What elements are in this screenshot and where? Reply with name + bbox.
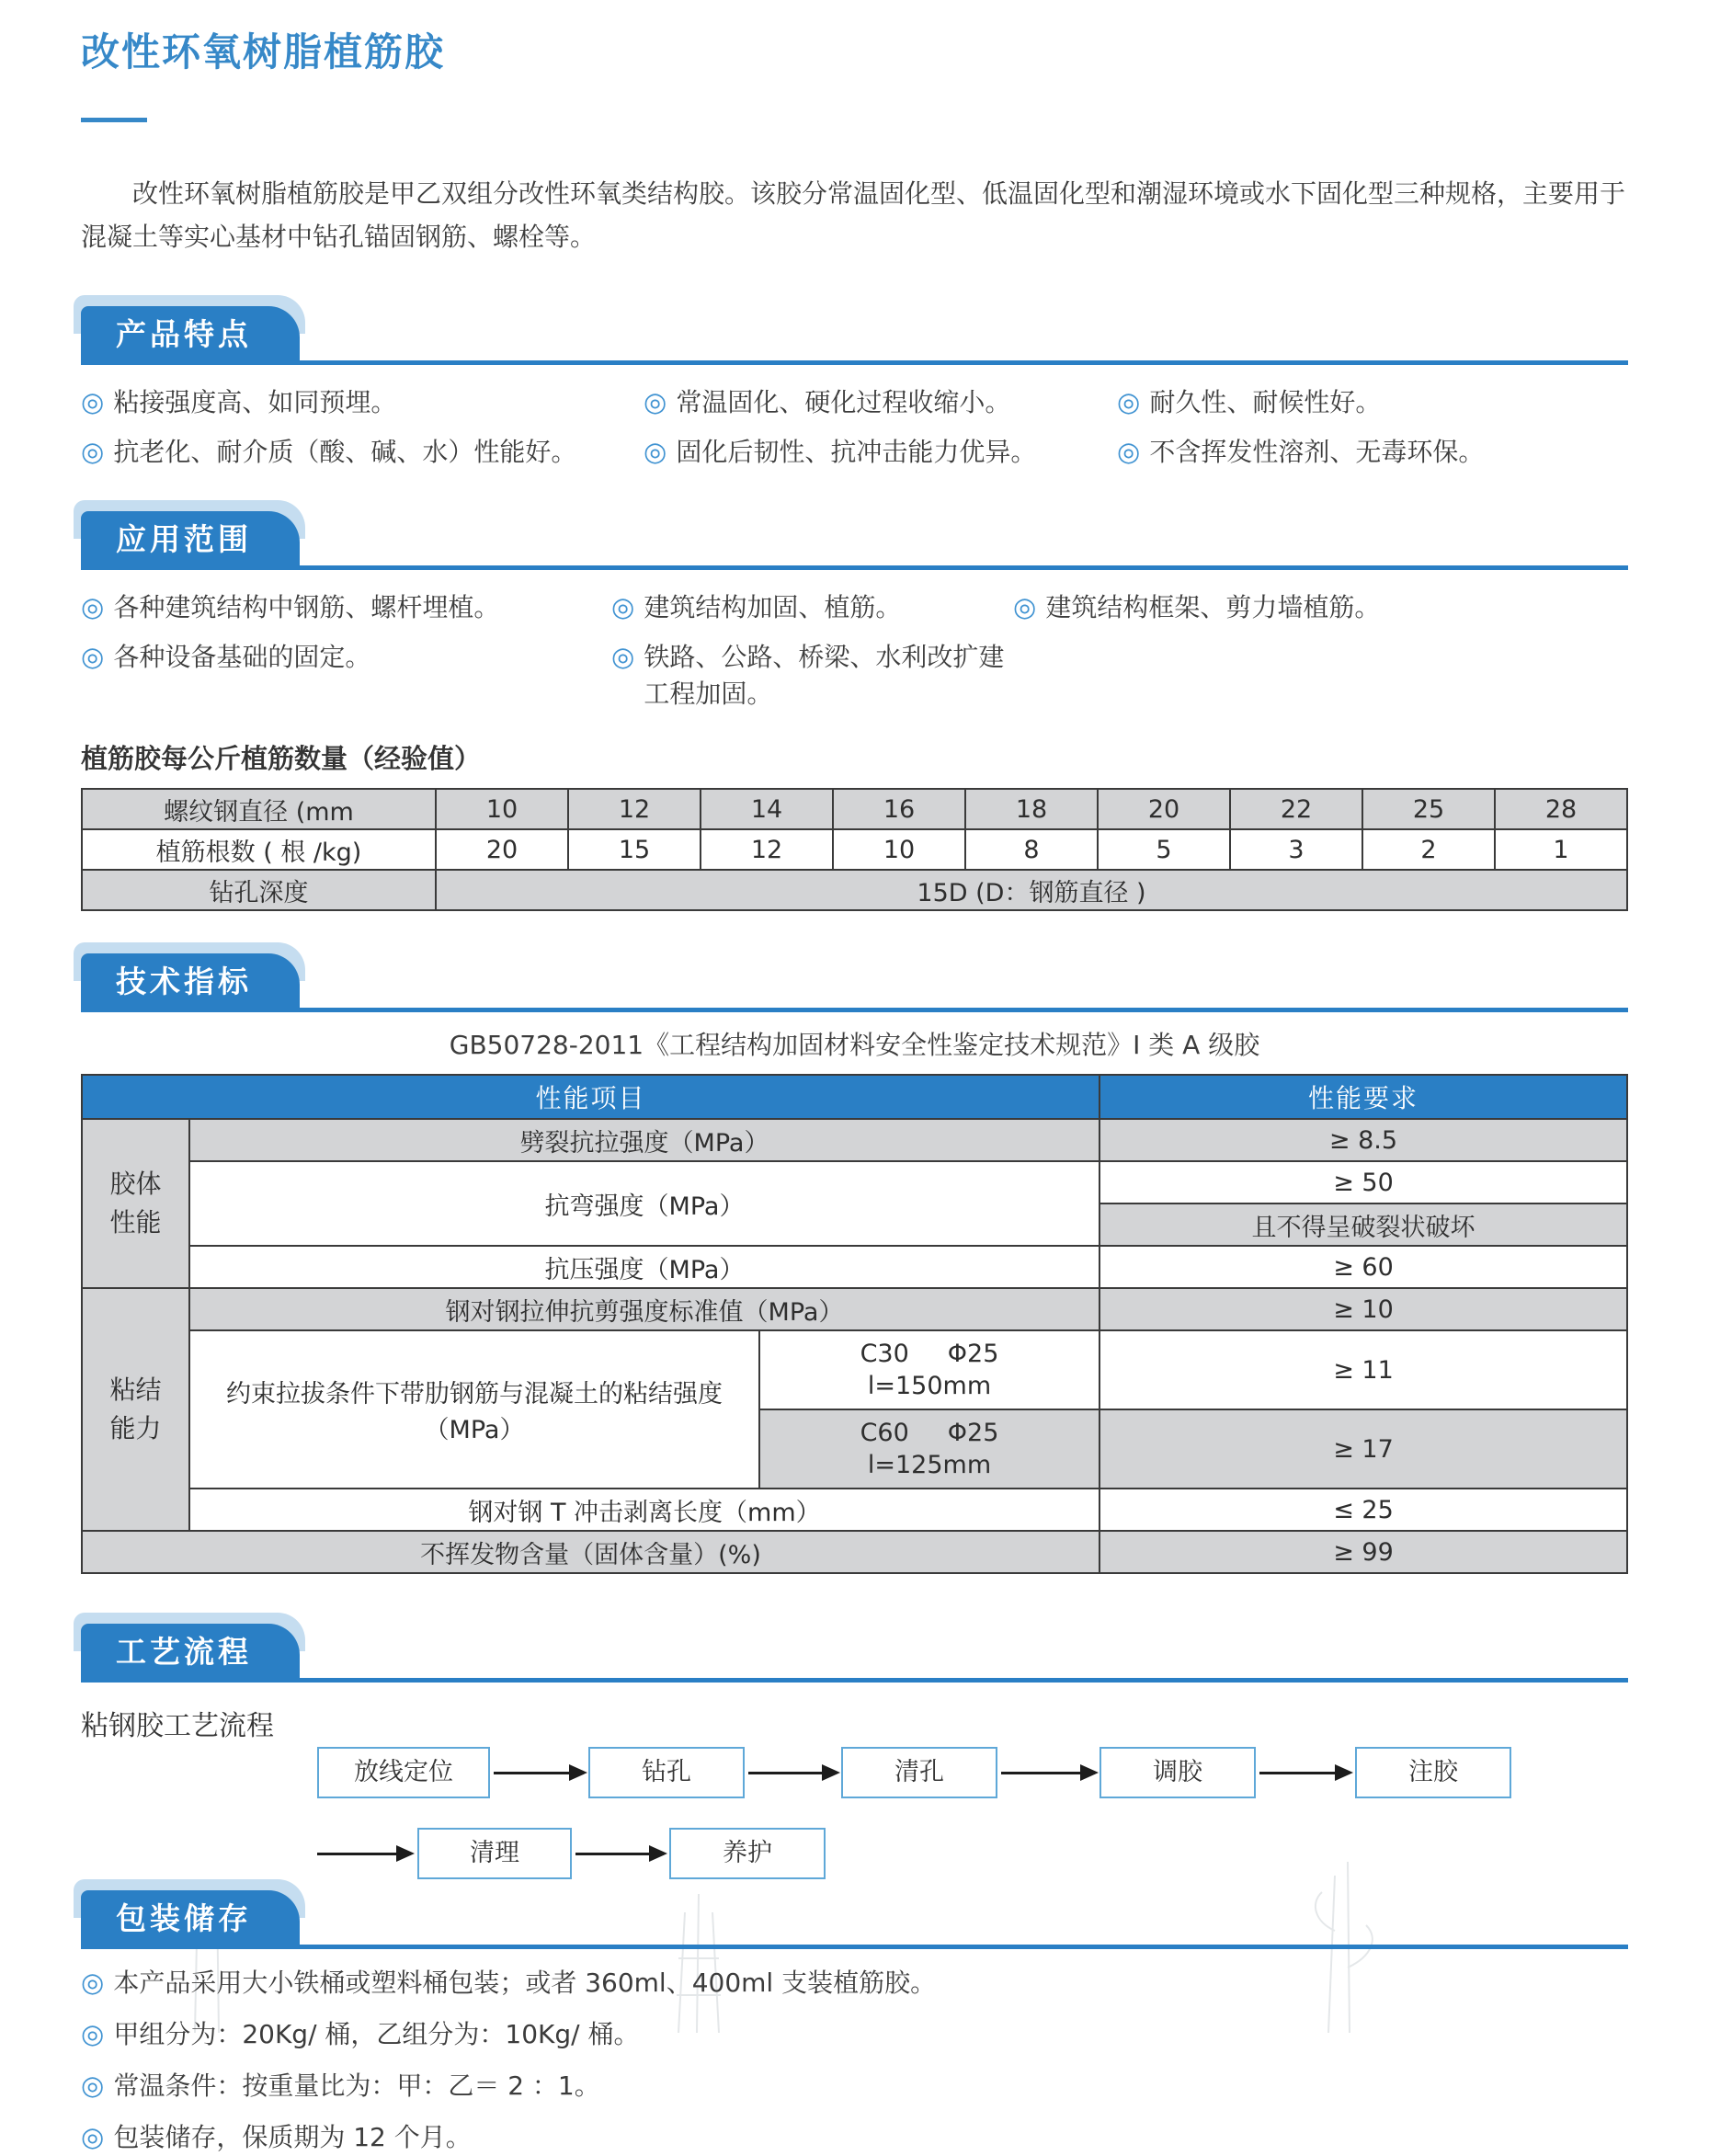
req-cell: ≥ 8.5 [1099,1119,1627,1161]
process-flowchart [81,1747,1628,1887]
flow-step: 注胶 [1355,1747,1511,1798]
dosage-table-title: 植筋胶每公斤植筋数量（经验值） [81,743,482,774]
standard-reference: GB50728-2011《工程结构加固材料安全性鉴定技术规范》I 类 A 级胶 [449,1030,1260,1060]
list-item-text: 各种建筑结构中钢筋、螺杆埋植。 [113,592,500,622]
list-item-text: 常温固化、硬化过程收缩小。 [676,387,1011,417]
table-row [82,1246,1627,1288]
flow-arrow [494,1772,584,1774]
section-header-process [81,1624,1628,1683]
list-item [644,383,1117,421]
cell: 15 [568,829,701,870]
column-header: 性能项目 [82,1075,1099,1119]
group-label-line: 胶体 [109,1169,162,1199]
condition-line: C30 Φ25 [860,1340,999,1368]
features-heading: 产品特点 [81,306,300,365]
condition-cell [759,1409,1099,1489]
flow-step: 养护 [669,1828,826,1879]
list-item-text: 建筑结构框架、剪力墙植筋。 [1045,592,1381,622]
section-header-applications [81,511,1628,570]
group-label-line: 能力 [109,1413,162,1443]
applications-heading: 应用范围 [81,511,300,570]
cell: 8 [965,829,1098,870]
bullseye-bullet-icon: ◎ [81,591,105,622]
list-item [81,588,611,626]
list-item [611,638,1013,713]
list-item-text: 包装储存，保质期为 12 个月。 [113,2122,472,2152]
req-cell: 且不得呈破裂状破坏 [1099,1203,1627,1246]
bullseye-bullet-icon: ◎ [81,1967,105,1998]
list-item [1117,433,1628,471]
bullseye-bullet-icon: ◎ [1117,386,1141,417]
list-item [81,433,644,471]
list-item-text: 铁路、公路、桥梁、水利改扩建工程加固。 [644,642,1005,709]
list-item-text: 粘接强度高、如同预埋。 [113,387,397,417]
bullseye-bullet-icon: ◎ [1013,591,1037,622]
flow-arrow [748,1772,837,1774]
req-cell: ≥ 11 [1099,1330,1627,1409]
table-row [82,1531,1627,1573]
cell: 1 [1495,829,1627,870]
cell: 25 [1362,789,1495,829]
list-item [644,433,1117,471]
list-item-text: 抗老化、耐介质（酸、碱、水）性能好。 [113,437,577,467]
bullseye-bullet-icon: ◎ [644,386,667,417]
dosage-table [81,788,1628,911]
condition-line: l=150mm [867,1372,992,1400]
group-label-line: 粘结 [109,1375,162,1405]
cell: 28 [1495,789,1627,829]
row-header: 钻孔深度 [82,870,436,910]
req-cell: ≥ 60 [1099,1246,1627,1288]
cell: 12 [701,829,833,870]
item-cell: 钢对钢拉伸抗剪强度标准值（MPa） [189,1288,1099,1330]
cell: 20 [1098,789,1230,829]
flow-step: 钻孔 [588,1747,745,1798]
cell: 18 [965,789,1098,829]
process-heading: 工艺流程 [81,1624,300,1683]
bullseye-bullet-icon: ◎ [81,386,105,417]
packaging-heading: 包装储存 [81,1890,300,1949]
section-header-tech [81,953,1628,1012]
tech-table [81,1074,1628,1574]
table-row [82,829,1627,870]
bullseye-bullet-icon: ◎ [81,436,105,467]
condition-line: l=125mm [867,1451,992,1479]
table-header-row [82,1075,1627,1119]
list-item [81,2118,1628,2156]
cell: 3 [1230,829,1362,870]
intro-paragraph: 改性环氧树脂植筋胶是甲乙双组分改性环氧类结构胶。该胶分常温固化型、低温固化型和潮湿环境或水下固化型三种规格，主要用于混凝土等实心基材中钻孔锚固钢筋、螺栓等。 [81,178,1626,252]
cell: 2 [1362,829,1495,870]
cell: 22 [1230,789,1362,829]
cell: 16 [833,789,965,829]
item-cell: 约束拉拔条件下带肋钢筋与混凝土的粘结强度（MPa） [189,1330,759,1489]
list-item-text: 常温条件：按重量比为：甲：乙＝ 2 ：1。 [113,2070,600,2101]
list-item [1013,588,1628,626]
table-row [82,1161,1627,1203]
list-item [611,588,1013,626]
cell: 10 [436,789,568,829]
list-item [81,2015,1628,2053]
list-item-text: 本产品采用大小铁桶或塑料桶包装；或者 360ml、400ml 支装植筋胶。 [113,1968,937,1998]
list-item [81,638,611,713]
table-row [82,1288,1627,1330]
bullseye-bullet-icon: ◎ [81,2121,105,2152]
bullseye-bullet-icon: ◎ [611,641,635,672]
list-item-text: 不含挥发性溶剂、无毒环保。 [1149,437,1485,467]
cell: 20 [436,829,568,870]
table-row [82,870,1627,910]
flow-arrow [1259,1772,1350,1774]
list-item-text: 各种设备基础的固定。 [113,642,371,672]
bullseye-bullet-icon: ◎ [1117,436,1141,467]
section-header-packaging [81,1890,1628,1949]
merged-cell: 15D (D：钢筋直径 ) [436,870,1627,910]
cell: 5 [1098,829,1230,870]
req-cell: ≥ 99 [1099,1531,1627,1573]
flow-subtitle: 粘钢胶工艺流程 [81,1710,274,1742]
page-title: 改性环氧树脂植筋胶 [81,29,446,74]
flow-arrow [317,1853,411,1855]
column-header: 性能要求 [1099,1075,1627,1119]
features-list [81,383,1628,471]
flow-step: 调胶 [1099,1747,1256,1798]
flow-arrow [1001,1772,1095,1774]
req-cell: ≤ 25 [1099,1489,1627,1531]
applications-list [81,588,1628,713]
condition-cell [759,1330,1099,1409]
list-item-text: 建筑结构加固、植筋。 [644,592,902,622]
table-row [82,1330,1627,1409]
title-underline [81,118,147,122]
item-cell: 抗压强度（MPa） [189,1246,1099,1288]
row-header: 螺纹钢直径 (mm [82,789,436,829]
list-item [81,383,644,421]
flow-step: 清理 [417,1828,572,1879]
bullseye-bullet-icon: ◎ [644,436,667,467]
cell: 14 [701,789,833,829]
packaging-list [81,1964,1628,2156]
flow-step: 清孔 [841,1747,997,1798]
item-cell: 钢对钢 T 冲击剥离长度（mm） [189,1489,1099,1531]
flow-arrow [575,1853,664,1855]
condition-line: C60 Φ25 [860,1419,999,1447]
bullseye-bullet-icon: ◎ [611,591,635,622]
bullseye-bullet-icon: ◎ [81,2018,105,2049]
item-cell: 抗弯强度（MPa） [189,1161,1099,1246]
group-cell [82,1119,189,1288]
table-row [82,789,1627,829]
cell: 10 [833,829,965,870]
item-cell: 不挥发物含量（固体含量）(%) [82,1531,1099,1573]
section-header-features [81,306,1628,365]
list-item-text: 甲组分为：20Kg/ 桶，乙组分为：10Kg/ 桶。 [113,2019,640,2049]
tech-heading: 技术指标 [81,953,300,1012]
bullseye-bullet-icon: ◎ [81,2070,105,2101]
group-cell [82,1288,189,1531]
group-label-line: 性能 [109,1207,162,1238]
req-cell: ≥ 10 [1099,1288,1627,1330]
list-item [81,1964,1628,2002]
item-cell: 劈裂抗拉强度（MPa） [189,1119,1099,1161]
cell: 12 [568,789,701,829]
table-row [82,1119,1627,1161]
req-cell: ≥ 50 [1099,1161,1627,1203]
list-item [1117,383,1628,421]
req-cell: ≥ 17 [1099,1409,1627,1489]
table-row [82,1489,1627,1531]
list-item [81,2067,1628,2105]
list-item-text: 固化后韧性、抗冲击能力优异。 [676,437,1037,467]
list-item-text: 耐久性、耐候性好。 [1149,387,1382,417]
flow-step: 放线定位 [317,1747,490,1798]
row-header: 植筋根数 ( 根 /kg) [82,829,436,870]
bullseye-bullet-icon: ◎ [81,641,105,672]
